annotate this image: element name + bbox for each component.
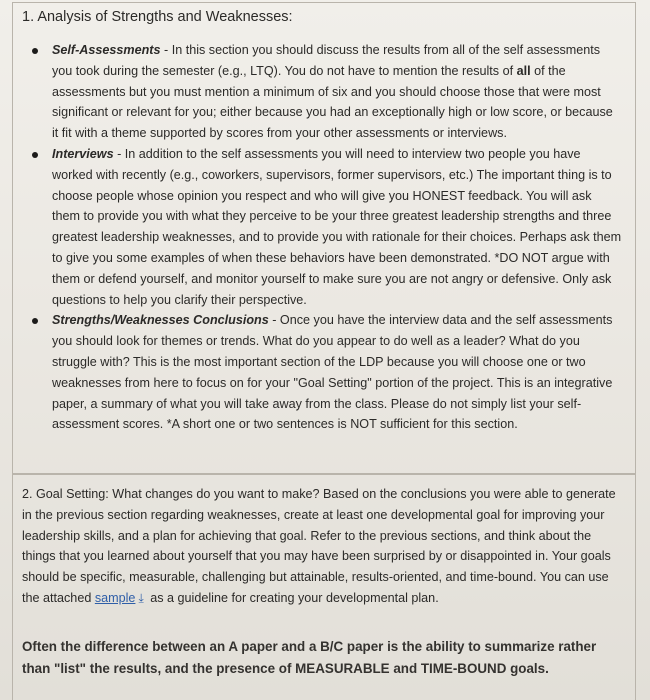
goal-setting-paragraph	[22, 484, 624, 609]
bullet-term: Strengths/Weaknesses Conclusions	[52, 313, 269, 328]
goal-setting-text-continued: as a guideline for creating your developmental plan.	[146, 590, 439, 605]
bullet-bold-text: all	[516, 63, 531, 78]
sample-link[interactable]: sample	[94, 590, 136, 605]
bullet-text-continued: of the assessments but you must mention a minimum of six and you should choose those that were most significant or relevant for you; either because you had an exceptionally high or low score, or because it fit with a theme supported by scores from your other assessments or interviews.	[52, 63, 613, 141]
bullet-text: - In this section you should discuss the results from all of the self assessments you took during the semester (e.g., LTQ). You do not have to mention the results of	[52, 43, 601, 78]
section-1-heading: 1. Analysis of Strengths and Weaknesses:	[22, 9, 293, 25]
grading-note: Often the difference between an A paper and a B/C paper is the ability to summarize rather than "list" the results, and the presence of MEASURABLE and TIME-BOUND goals.	[22, 639, 597, 676]
bullet-term: Self-Assessments	[52, 43, 161, 57]
bullet-conclusions	[22, 310, 622, 435]
bullet-interviews	[22, 144, 622, 310]
bullet-term: Interviews	[52, 146, 114, 161]
goal-setting-text: 2. Goal Setting: What changes do you want to make? Based on the conclusions you were able to generate in the previous section regarding weaknesses, create at least one developmental goal for improving your leadership skills, and a plan for achieving that goal. Refer to the previous sections, and think about the things that you learned about yourself that you may have been surprised by or disappointed in. Your goals should be specific, measurable, challenging but attainable, results-oriented, and time-bound. You can use the attached	[22, 487, 616, 605]
bullet-dot	[32, 152, 38, 158]
bullet-dot	[32, 48, 38, 54]
bullet-text: - Once you have the interview data and the self assessments you should look for themes or trends. What do you appear to do well as a leader? What do you struggle with? This is the most important section of the LDP because you will choose one or two weaknesses from here to focus on for your "Goal Setting" portion of the project. This is an integrative paper, a summary of what you will take away from the class. Please do not simply list your self-assessment scores. *A short one or two sentences is NOT sufficient for this section.	[52, 313, 613, 432]
download-icon[interactable]: ⤓	[138, 590, 144, 605]
bullet-dot	[32, 318, 38, 324]
section-1-bullet-list	[22, 40, 622, 435]
bullet-text: - In addition to the self assessments you will need to interview two people you have worked with recently (e.g., coworkers, supervisors, former supervisors, etc.) The important thing is to choose people whose opinion you respect and who will give you HONEST feedback. You will ask them to provide you with what they perceive to be your three greatest leadership strengths and three greatest leadership weaknesses, and to provide you with rationale for their choices. Perhaps ask them to give you some examples of when these behaviors have been demonstrated. *DO NOT argue with them or defend yourself, and monitor yourself to make sure you are not angry or defensive. Only ask questions to help you clarify their perspective.	[52, 146, 622, 307]
bullet-self-assessments	[22, 40, 622, 144]
